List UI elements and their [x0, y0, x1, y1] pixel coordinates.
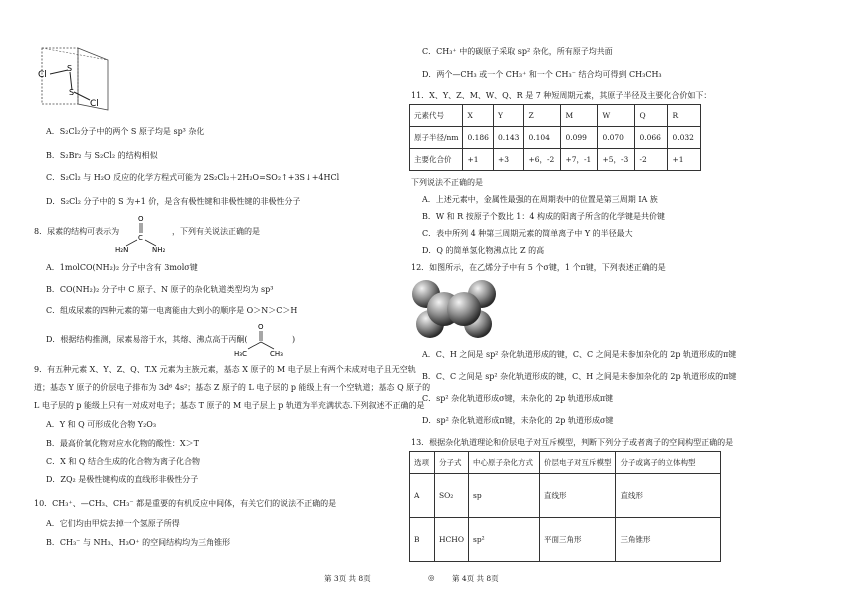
table-cell: sp [468, 474, 539, 518]
table-cell: 0.070 [598, 127, 635, 149]
svg-text:NH₂: NH₂ [152, 246, 166, 254]
q9-option-d: D．ZQ₂ 是极性键构成的直线形非极性分子 [46, 475, 199, 484]
q7-option-b: B．S₂Br₂ 与 S₂Cl₂ 的结构相似 [46, 151, 158, 160]
q9-option-b: B．最高价氧化物对应水化物的酸性：X＞T [46, 439, 199, 448]
atom-cl-1: Cl [38, 70, 47, 80]
table-cell: B [410, 518, 435, 562]
table-cell: R [668, 105, 701, 127]
q11-option-b: B．W 和 R 按原子个数比 1：4 构成的阳离子所含的化学键是共价键 [422, 212, 666, 221]
table-cell: W [598, 105, 635, 127]
table-cell: 元素代号 [410, 105, 463, 127]
table-row [410, 149, 701, 171]
s2cl2-structure-figure [34, 40, 114, 112]
q8-option-a: A．1molCO(NH₂)₂ 分子中含有 3molσ键 [46, 263, 198, 272]
atom-s-1: S [67, 64, 73, 73]
table-cell: HCHO [435, 518, 469, 562]
ethylene-ball-model [410, 276, 500, 342]
table-row [410, 452, 721, 474]
svg-text:O: O [258, 323, 264, 331]
atom-s-2: S [69, 88, 75, 97]
table-cell: M [561, 105, 598, 127]
q10-option-a: A．它们均由甲烷去掉一个氢原子所得 [46, 519, 180, 528]
q11-option-a: A．上述元素中，金属性最强的在周期表中的位置是第三周期 IA 族 [422, 195, 658, 204]
table-cell: +3 [493, 149, 523, 171]
urea-structure-figure [112, 212, 172, 254]
table-cell: +5，-3 [598, 149, 635, 171]
q9-stem-line-3: L 电子层的 p 能级上只有一对成对电子；基态 T 原子的 M 电子层上 p 轨道为半充满状态.下列叙述不正确的是 [34, 401, 425, 410]
q13-table [409, 451, 721, 562]
table-cell: +6，-2 [524, 149, 561, 171]
table-cell: 0.032 [668, 127, 701, 149]
table-cell: A [410, 474, 435, 518]
table-cell: 直线形 [616, 474, 721, 518]
q9-option-c: C．X 和 Q 结合生成的化合物为离子化合物 [46, 457, 201, 466]
footer-center-mark: ◎ [428, 573, 435, 582]
q13-stem: 13．根据杂化轨道理论和价层电子对互斥模型，判断下列分子或者离子的空间构型正确的是 [411, 438, 734, 447]
q9-stem-line-1: 9．有五种元素 X、Y、Z、Q、T.X 元素为主族元素，基态 X 原子的 M 电子层上有两个未成对电子且无空轨 [34, 365, 416, 374]
table-cell: 0.186 [463, 127, 493, 149]
table-cell: 0.143 [493, 127, 523, 149]
q12-option-c: C．sp² 杂化轨道形成σ键，未杂化的 2p 轨道形成π键 [422, 394, 614, 403]
q8-stem: 8．尿素的结构可表示为 [34, 227, 120, 236]
table-cell: 三角锥形 [616, 518, 721, 562]
q12-stem: 12．如图所示，在乙烯分子中有 5 个σ键，1 个π键，下列表述正确的是 [411, 263, 666, 272]
atom-cl-2: Cl [90, 99, 99, 109]
q11-ask: 下列说法不正确的是 [411, 178, 483, 187]
table-cell: 直线形 [539, 474, 616, 518]
q10-option-d: D．两个—CH₃ 或一个 CH₃⁺ 和一个 CH₃⁻ 结合均可得到 CH₃CH₃ [422, 70, 662, 79]
q9-option-a: A．Y 和 Q 可形成化合物 Y₂O₃ [46, 420, 157, 429]
table-cell: 主要化合价 [410, 149, 463, 171]
q7-option-a: A．S₂Cl₂分子中的两个 S 原子均是 sp³ 杂化 [46, 127, 205, 136]
table-row [410, 127, 701, 149]
table-cell: Y [493, 105, 523, 127]
table-cell: 原子半径/nm [410, 127, 463, 149]
q12-option-d: D．sp² 杂化轨道形成π键，未杂化的 2p 轨道形成σ键 [422, 416, 614, 425]
q11-stem: 11．X、Y、Z、M、W、Q、R 是 7 种短周期元素，其原子半径及主要化合价如下： [411, 91, 712, 100]
table-cell: +1 [463, 149, 493, 171]
q11-table [409, 104, 701, 171]
q10-stem: 10．CH₃⁺、—CH₃、CH₃⁻ 都是重要的有机反应中间体，有关它们的说法不正确的是 [34, 499, 337, 508]
svg-text:CH₃: CH₃ [270, 350, 283, 358]
table-cell: 分子式 [435, 452, 469, 474]
table-cell: 平面三角形 [539, 518, 616, 562]
table-cell: 价层电子对互斥模型 [539, 452, 616, 474]
q10-option-b: B．CH₃⁻ 与 NH₃、H₃O⁺ 的空间结构均为三角锥形 [46, 538, 231, 547]
table-row [410, 474, 721, 518]
acetone-structure-figure [234, 320, 288, 358]
q12-option-b: B．C、C 之间是 sp² 杂化轨道形成的键，C、H 之间是未参加杂化的 2p 轨道形成的π键 [422, 372, 737, 381]
table-cell: X [463, 105, 493, 127]
q11-option-d: D．Q 的简单氢化物沸点比 Z 的高 [422, 246, 545, 255]
q8-option-c: C．组成尿素的四种元素的第一电离能由大到小的顺序是 O＞N＞C＞H [46, 306, 298, 315]
svg-text:O: O [138, 215, 144, 223]
q9-stem-line-2: 道；基态 Y 原子的价层电子排布为 3d⁶ 4s²；基态 Z 原子的 L 电子层的 p 能级上有一个空轨道；基态 Q 原子的 [34, 383, 431, 392]
q7-option-d: D．S₂Cl₂ 分子中的 S 为+1 价，是含有极性键和非极性键的非极性分子 [46, 197, 301, 206]
q11-option-c: C．表中所列 4 种第三周期元素的简单离子中 Y 的半径最大 [422, 229, 633, 238]
table-cell: 0.066 [635, 127, 668, 149]
table-cell: sp² [468, 518, 539, 562]
q8-option-b: B．CO(NH₂)₂ 分子中 C 原子、N 原子的杂化轨道类型均为 sp³ [46, 285, 274, 294]
table-cell: Q [635, 105, 668, 127]
table-cell: +1 [668, 149, 701, 171]
table-row [410, 518, 721, 562]
footer-right-page-number: 第 4页 共 8页 [452, 574, 499, 583]
footer-left-page-number: 第 3页 共 8页 [324, 574, 371, 583]
q8-stem-tail: ，下列有关说法正确的是 [172, 227, 260, 236]
q10-option-c: C．CH₃⁺ 中的碳原子采取 sp² 杂化，所有原子均共面 [422, 47, 613, 56]
q12-option-a: A．C、H 之间是 sp² 杂化轨道形成的键，C、C 之间是未参加杂化的 2p 轨道形成的π键 [422, 350, 737, 359]
svg-text:C: C [138, 234, 143, 242]
table-row [410, 105, 701, 127]
table-cell: Z [524, 105, 561, 127]
table-cell: SO₂ [435, 474, 469, 518]
table-cell: +7，-1 [561, 149, 598, 171]
table-cell: 0.099 [561, 127, 598, 149]
q7-option-c: C．S₂Cl₂ 与 H₂O 反应的化学方程式可能为 2S₂Cl₂＋2H₂O=SO₂↑+3S↓+4HCl [46, 173, 340, 182]
svg-text:H₃C: H₃C [234, 350, 247, 358]
q8-option-d: D．根据结构推测，尿素易溶于水，其熔、沸点高于丙酮( [46, 335, 248, 344]
table-cell: 分子或离子的立体构型 [616, 452, 721, 474]
q8-option-d-tail: ) [292, 335, 296, 344]
svg-text:H₂N: H₂N [115, 246, 129, 254]
table-cell: 中心原子杂化方式 [468, 452, 539, 474]
table-cell: 0.104 [524, 127, 561, 149]
table-cell: -2 [635, 149, 668, 171]
table-cell: 选项 [410, 452, 435, 474]
